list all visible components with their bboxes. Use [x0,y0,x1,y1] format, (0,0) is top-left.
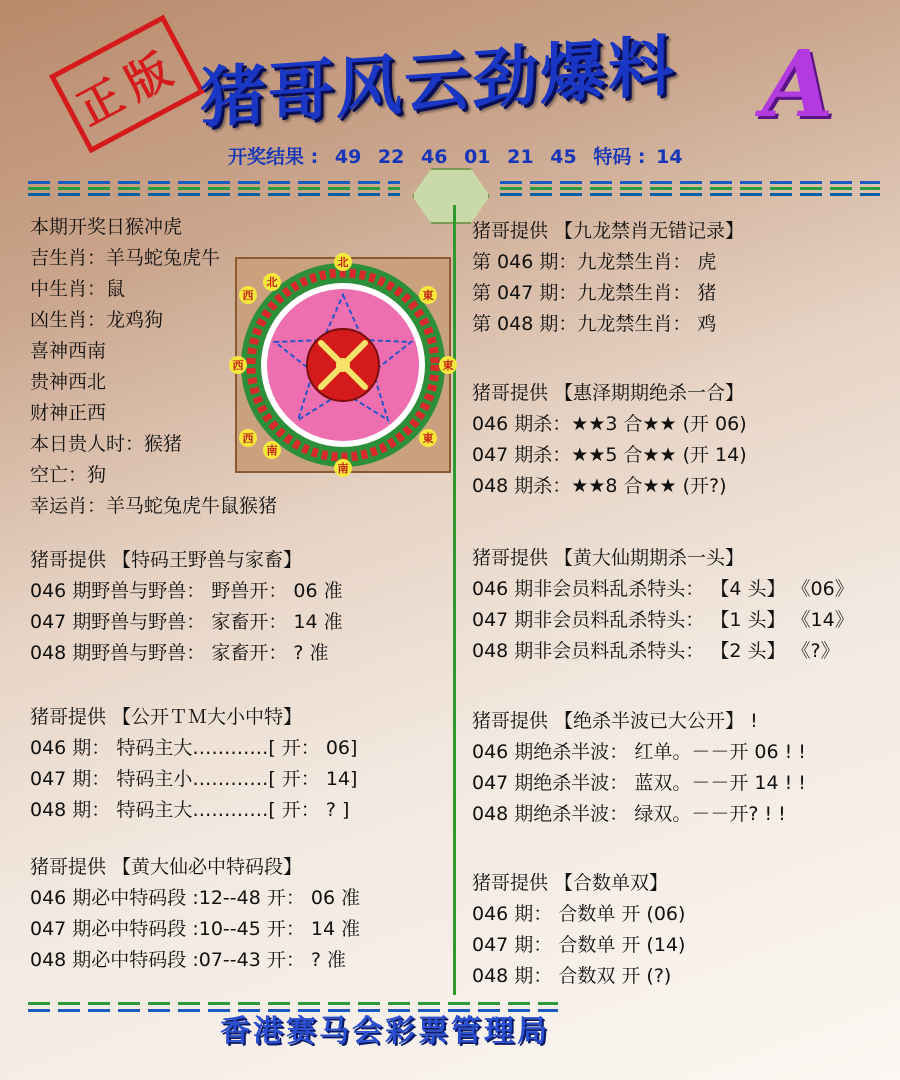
right-section-nine-dragons [472,216,744,340]
wheel-label-west: 西 [232,359,244,372]
edition-badge: A [762,30,834,138]
section-header: 猪哥提供 【黄大仙必中特码段】 [30,856,303,878]
wheel-label-nw-right: 北 [266,276,278,289]
almanac-line: 喜神西南 [30,340,107,362]
section-row: 047 期杀：★★5 合★★ (开 14) [472,444,747,466]
draw-result [228,142,693,169]
almanac-line: 中生肖：鼠 [30,278,126,300]
section-row: 047 期非会员料乱杀特头： 【1 头】 《14》 [472,609,854,631]
result-number: 45 [550,146,577,168]
section-row: 048 期野兽与野兽： 家畜开： ? 准 [30,642,329,664]
wheel-label-nw-left: 西 [242,289,254,302]
right-section-kill-head [472,543,854,667]
section-row: 046 期非会员料乱杀特头： 【4 头】 《06》 [472,578,854,600]
wheel-label-sw-right: 南 [266,444,278,457]
result-number: 21 [507,146,534,168]
result-label: 开奖结果 : [228,146,319,168]
section-header: 猪哥提供 【九龙禁肖无错记录】 [472,220,745,242]
divider-left [28,178,400,204]
section-row: 046 期必中特码段 :12--48 开： 06 准 [30,887,361,909]
footer-title: 香港赛马会彩票管理局 [220,1014,550,1049]
section-header: 猪哥提供 【合数单双】 [472,872,669,894]
wheel-label-sw-left: 西 [242,432,254,445]
result-number: 01 [464,146,491,168]
almanac-line: 幸运肖：羊马蛇兔虎牛鼠猴猪 [30,495,278,517]
result-number: 49 [334,146,362,168]
section-header: 猪哥提供 【特码王野兽与家畜】 [30,549,303,571]
wheel-label-north: 北 [337,256,349,269]
section-row: 048 期必中特码段 :07--43 开： ? 准 [30,949,347,971]
section-row: 第 046 期：九龙禁生肖： 虎 [472,251,717,273]
almanac-line: 凶生肖：龙鸡狗 [30,309,164,331]
almanac-line: 财神正西 [30,402,107,424]
section-row: 048 期绝杀半波： 绿双。－－开? ! ! [472,803,786,825]
section-header: 猪哥提供 【公开ＴＭ大小中特】 [30,706,303,728]
section-row: 047 期必中特码段 :10--45 开： 14 准 [30,918,361,940]
right-section-kill-combo [472,378,747,502]
wheel-label-south: 南 [337,462,349,475]
right-section-odd-even [472,868,685,992]
section-row: 第 047 期：九龙禁生肖： 猪 [472,282,717,304]
result-number: 46 [421,146,448,168]
wheel-hub [336,358,350,372]
almanac-line: 本日贵人时：猴猪 [30,433,183,455]
result-number: 22 [377,146,405,168]
section-row: 046 期野兽与野兽： 野兽开： 06 准 [30,580,343,602]
wheel-label-east: 東 [442,359,454,372]
section-header: 猪哥提供 【绝杀半波已大公开】 ! [472,710,758,732]
almanac-line: 贵神西北 [30,371,107,393]
almanac-line: 吉生肖：羊马蛇兔虎牛 [30,247,221,269]
section-row: 048 期非会员料乱杀特头： 【2 头】 《?》 [472,640,840,662]
section-row: 048 期： 合数双 开 (?) [472,965,672,987]
section-header: 猪哥提供 【黄大仙期期杀一头】 [472,547,745,569]
right-section-half-wave [472,706,806,830]
section-row: 047 期： 特码主小…………[ 开： 14] [30,768,358,790]
divider-right [500,178,880,204]
section-row: 046 期： 特码主大…………[ 开： 06] [30,737,358,759]
section-row: 048 期杀：★★8 合★★ (开?) [472,475,727,497]
section-header: 猪哥提供 【惠泽期期绝杀一合】 [472,382,745,404]
section-row: 046 期绝杀半波： 红单。－－开 06 ! ! [472,741,806,763]
almanac-line: 本期开奖日猴冲虎 [30,216,183,238]
section-row: 048 期： 特码主大…………[ 开： ? ] [30,799,350,821]
section-row: 047 期： 合数单 开 (14) [472,934,686,956]
left-section-range [30,852,360,976]
left-section-big-small [30,702,357,826]
section-row: 047 期绝杀半波： 蓝双。－－开 14 ! ! [472,772,806,794]
wheel-label-se: 東 [422,432,434,445]
section-row: 第 048 期：九龙禁生肖： 鸡 [472,313,717,335]
left-section-wild-domestic [30,545,343,669]
special-number: 14 [656,146,683,168]
section-row: 046 期： 合数单 开 (06) [472,903,686,925]
section-row: 047 期野兽与野兽： 家畜开： 14 准 [30,611,343,633]
compass-wheel [228,250,458,480]
authentic-stamp: 正版 [49,15,205,154]
page-title: 猪哥风云劲爆料 [200,27,676,138]
almanac-line: 空亡：狗 [30,464,107,486]
special-label: 特码 : [593,146,646,168]
section-row: 046 期杀：★★3 合★★ (开 06) [472,413,747,435]
wheel-label-ne: 東 [422,289,434,302]
